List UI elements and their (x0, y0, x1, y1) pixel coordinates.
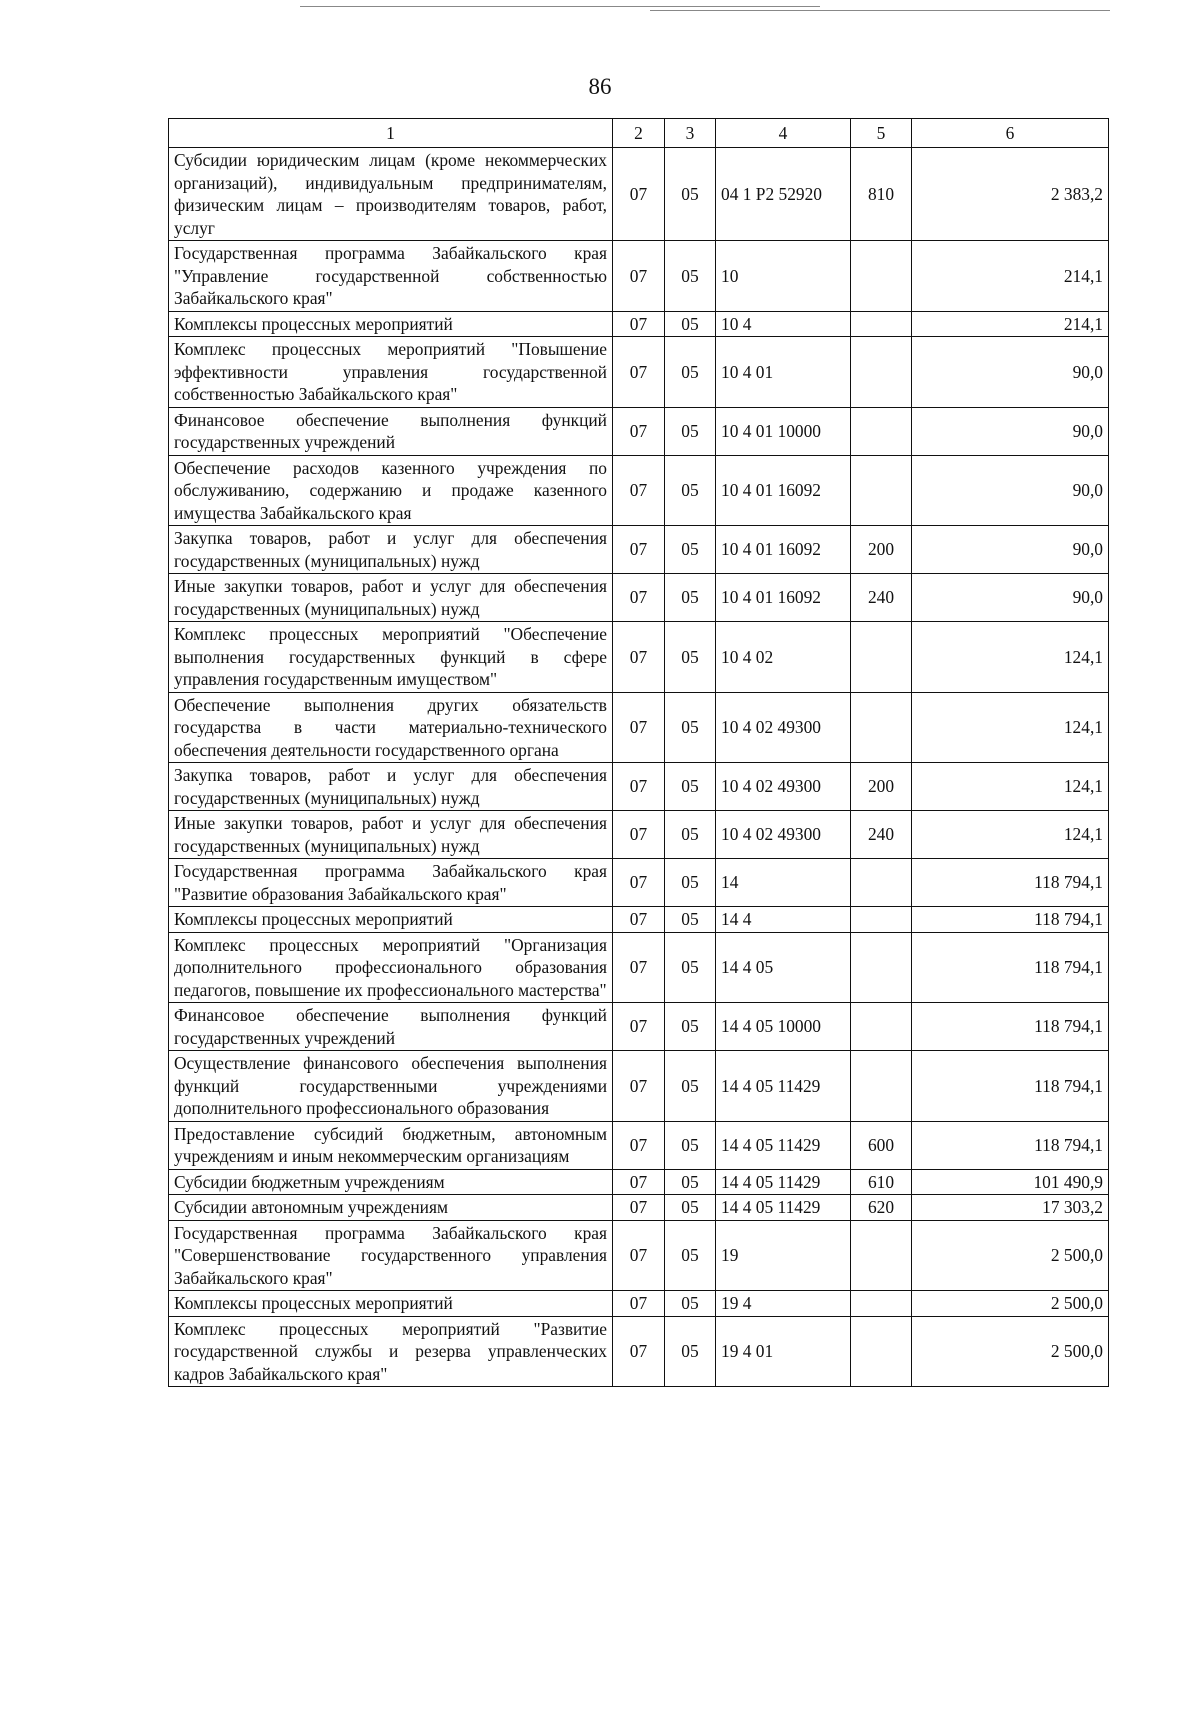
subsection-code-cell: 05 (665, 692, 716, 763)
expense-type-code-cell: 610 (851, 1169, 912, 1195)
expense-type-code-cell (851, 907, 912, 933)
amount-cell: 17 303,2 (912, 1195, 1109, 1221)
subsection-code-cell: 05 (665, 1220, 716, 1291)
item-name-cell: Комплекс процессных мероприятий "Повышение эффективности управления государственной собственностью Забайкальского края" (169, 337, 613, 408)
section-code-cell: 07 (613, 574, 665, 622)
table-row (169, 311, 1109, 337)
section-code-cell: 07 (613, 622, 665, 693)
subsection-code-cell: 05 (665, 526, 716, 574)
section-code-cell: 07 (613, 1003, 665, 1051)
amount-cell: 118 794,1 (912, 1121, 1109, 1169)
section-code-cell: 07 (613, 932, 665, 1003)
amount-cell: 90,0 (912, 574, 1109, 622)
target-item-code-cell: 10 4 01 16092 (716, 455, 851, 526)
item-name-cell: Комплекс процессных мероприятий "Обеспечение выполнения государственных функций в сфере управления государственным имуществом" (169, 622, 613, 693)
amount-cell: 2 500,0 (912, 1220, 1109, 1291)
target-item-code-cell: 14 4 05 10000 (716, 1003, 851, 1051)
amount-cell: 90,0 (912, 407, 1109, 455)
target-item-code-cell: 14 4 05 11429 (716, 1051, 851, 1122)
expense-type-code-cell (851, 1003, 912, 1051)
section-code-cell: 07 (613, 763, 665, 811)
target-item-code-cell: 14 4 05 11429 (716, 1169, 851, 1195)
section-code-cell: 07 (613, 337, 665, 408)
subsection-code-cell: 05 (665, 311, 716, 337)
section-code-cell: 07 (613, 1121, 665, 1169)
scan-edge-line (650, 10, 1110, 11)
item-name-cell: Осуществление финансового обеспечения выполнения функций государственными учреждениями дополнительного профессионального образования (169, 1051, 613, 1122)
subsection-code-cell: 05 (665, 574, 716, 622)
item-name-cell: Закупка товаров, работ и услуг для обеспечения государственных (муниципальных) нужд (169, 526, 613, 574)
table-row (169, 455, 1109, 526)
target-item-code-cell: 10 4 02 49300 (716, 692, 851, 763)
section-code-cell: 07 (613, 859, 665, 907)
section-code-cell: 07 (613, 407, 665, 455)
subsection-code-cell: 05 (665, 859, 716, 907)
subsection-code-cell: 05 (665, 622, 716, 693)
subsection-code-cell: 05 (665, 763, 716, 811)
table-row (169, 1291, 1109, 1317)
target-item-code-cell: 14 4 05 (716, 932, 851, 1003)
section-code-cell: 07 (613, 907, 665, 933)
subsection-code-cell: 05 (665, 1195, 716, 1221)
section-code-cell: 07 (613, 1051, 665, 1122)
section-code-cell: 07 (613, 1316, 665, 1387)
table-row (169, 932, 1109, 1003)
target-item-code-cell: 10 4 (716, 311, 851, 337)
table-row (169, 574, 1109, 622)
table-row (169, 1051, 1109, 1122)
subsection-code-cell: 05 (665, 337, 716, 408)
item-name-cell: Субсидии бюджетным учреждениям (169, 1169, 613, 1195)
table-body (169, 148, 1109, 1387)
section-code-cell: 07 (613, 1220, 665, 1291)
amount-cell: 90,0 (912, 526, 1109, 574)
expense-type-code-cell (851, 407, 912, 455)
target-item-code-cell: 19 (716, 1220, 851, 1291)
subsection-code-cell: 05 (665, 1291, 716, 1317)
section-code-cell: 07 (613, 1195, 665, 1221)
section-code-cell: 07 (613, 241, 665, 312)
expense-type-code-cell (851, 1051, 912, 1122)
expense-type-code-cell (851, 692, 912, 763)
section-code-cell: 07 (613, 526, 665, 574)
table-row (169, 337, 1109, 408)
subsection-code-cell: 05 (665, 407, 716, 455)
subsection-code-cell: 05 (665, 1169, 716, 1195)
expense-type-code-cell: 240 (851, 574, 912, 622)
item-name-cell: Государственная программа Забайкальского края "Совершенствование государственного управления Забайкальского края" (169, 1220, 613, 1291)
amount-cell: 214,1 (912, 311, 1109, 337)
table-row (169, 1220, 1109, 1291)
amount-cell: 124,1 (912, 622, 1109, 693)
target-item-code-cell: 14 4 05 11429 (716, 1121, 851, 1169)
table-row (169, 907, 1109, 933)
subsection-code-cell: 05 (665, 932, 716, 1003)
budget-table (168, 118, 1109, 1387)
section-code-cell: 07 (613, 148, 665, 241)
amount-cell: 2 500,0 (912, 1291, 1109, 1317)
expense-type-code-cell: 600 (851, 1121, 912, 1169)
item-name-cell: Иные закупки товаров, работ и услуг для обеспечения государственных (муниципальных) нужд (169, 574, 613, 622)
target-item-code-cell: 14 4 (716, 907, 851, 933)
amount-cell: 90,0 (912, 337, 1109, 408)
expense-type-code-cell (851, 1316, 912, 1387)
target-item-code-cell: 04 1 Р2 52920 (716, 148, 851, 241)
amount-cell: 90,0 (912, 455, 1109, 526)
item-name-cell: Комплексы процессных мероприятий (169, 907, 613, 933)
table-row (169, 811, 1109, 859)
subsection-code-cell: 05 (665, 1316, 716, 1387)
expense-type-code-cell: 200 (851, 763, 912, 811)
expense-type-code-cell (851, 859, 912, 907)
section-code-cell: 07 (613, 455, 665, 526)
target-item-code-cell: 14 (716, 859, 851, 907)
subsection-code-cell: 05 (665, 811, 716, 859)
item-name-cell: Комплекс процессных мероприятий "Организация дополнительного профессионального образования педагогов, повышение их профессионального мастерства" (169, 932, 613, 1003)
section-code-cell: 07 (613, 1291, 665, 1317)
section-code-cell: 07 (613, 311, 665, 337)
item-name-cell: Комплексы процессных мероприятий (169, 1291, 613, 1317)
subsection-code-cell: 05 (665, 1003, 716, 1051)
table-row (169, 241, 1109, 312)
subsection-code-cell: 05 (665, 907, 716, 933)
target-item-code-cell: 19 4 01 (716, 1316, 851, 1387)
amount-cell: 118 794,1 (912, 932, 1109, 1003)
section-code-cell: 07 (613, 811, 665, 859)
amount-cell: 118 794,1 (912, 1003, 1109, 1051)
item-name-cell: Обеспечение расходов казенного учреждения по обслуживанию, содержанию и продаже казенного имущества Забайкальского края (169, 455, 613, 526)
column-header: 1 (169, 119, 613, 148)
expense-type-code-cell: 240 (851, 811, 912, 859)
target-item-code-cell: 14 4 05 11429 (716, 1195, 851, 1221)
table-row (169, 859, 1109, 907)
target-item-code-cell: 10 4 02 49300 (716, 763, 851, 811)
amount-cell: 101 490,9 (912, 1169, 1109, 1195)
subsection-code-cell: 05 (665, 1121, 716, 1169)
table-row (169, 1316, 1109, 1387)
item-name-cell: Государственная программа Забайкальского края "Управление государственной собственностью Забайкальского края" (169, 241, 613, 312)
section-code-cell: 07 (613, 1169, 665, 1195)
expense-type-code-cell (851, 932, 912, 1003)
column-header: 5 (851, 119, 912, 148)
table-row (169, 407, 1109, 455)
expense-type-code-cell (851, 455, 912, 526)
column-header: 4 (716, 119, 851, 148)
subsection-code-cell: 05 (665, 241, 716, 312)
item-name-cell: Комплекс процессных мероприятий "Развитие государственной службы и резерва управленческих кадров Забайкальского края" (169, 1316, 613, 1387)
table-row (169, 622, 1109, 693)
table-row (169, 1121, 1109, 1169)
target-item-code-cell: 10 4 01 16092 (716, 526, 851, 574)
target-item-code-cell: 19 4 (716, 1291, 851, 1317)
table-row (169, 1003, 1109, 1051)
item-name-cell: Обеспечение выполнения других обязательств государства в части материально-технического обеспечения деятельности государственного органа (169, 692, 613, 763)
subsection-code-cell: 05 (665, 1051, 716, 1122)
table-row (169, 692, 1109, 763)
amount-cell: 2 383,2 (912, 148, 1109, 241)
amount-cell: 124,1 (912, 811, 1109, 859)
subsection-code-cell: 05 (665, 455, 716, 526)
target-item-code-cell: 10 4 02 49300 (716, 811, 851, 859)
item-name-cell: Финансовое обеспечение выполнения функций государственных учреждений (169, 1003, 613, 1051)
expense-type-code-cell: 200 (851, 526, 912, 574)
table-row (169, 1169, 1109, 1195)
subsection-code-cell: 05 (665, 148, 716, 241)
item-name-cell: Финансовое обеспечение выполнения функций государственных учреждений (169, 407, 613, 455)
target-item-code-cell: 10 4 02 (716, 622, 851, 693)
amount-cell: 118 794,1 (912, 907, 1109, 933)
expense-type-code-cell (851, 622, 912, 693)
table-row (169, 1195, 1109, 1221)
expense-type-code-cell: 620 (851, 1195, 912, 1221)
item-name-cell: Субсидии юридическим лицам (кроме некоммерческих организаций), индивидуальным предпринимателям, физическим лицам – производителям товаров, работ, услуг (169, 148, 613, 241)
item-name-cell: Закупка товаров, работ и услуг для обеспечения государственных (муниципальных) нужд (169, 763, 613, 811)
column-header: 3 (665, 119, 716, 148)
expense-type-code-cell (851, 241, 912, 312)
target-item-code-cell: 10 4 01 16092 (716, 574, 851, 622)
item-name-cell: Субсидии автономным учреждениям (169, 1195, 613, 1221)
page-number: 86 (588, 74, 612, 99)
expense-type-code-cell (851, 1220, 912, 1291)
column-header: 2 (613, 119, 665, 148)
amount-cell: 124,1 (912, 763, 1109, 811)
item-name-cell: Предоставление субсидий бюджетным, автономным учреждениям и иным некоммерческим организациям (169, 1121, 613, 1169)
amount-cell: 2 500,0 (912, 1316, 1109, 1387)
amount-cell: 124,1 (912, 692, 1109, 763)
item-name-cell: Иные закупки товаров, работ и услуг для обеспечения государственных (муниципальных) нужд (169, 811, 613, 859)
amount-cell: 118 794,1 (912, 1051, 1109, 1122)
target-item-code-cell: 10 4 01 10000 (716, 407, 851, 455)
table-header-row (169, 119, 1109, 148)
target-item-code-cell: 10 (716, 241, 851, 312)
amount-cell: 214,1 (912, 241, 1109, 312)
section-code-cell: 07 (613, 692, 665, 763)
amount-cell: 118 794,1 (912, 859, 1109, 907)
expense-type-code-cell (851, 311, 912, 337)
expense-type-code-cell (851, 1291, 912, 1317)
expense-type-code-cell: 810 (851, 148, 912, 241)
item-name-cell: Комплексы процессных мероприятий (169, 311, 613, 337)
item-name-cell: Государственная программа Забайкальского края "Развитие образования Забайкальского края" (169, 859, 613, 907)
expense-type-code-cell (851, 337, 912, 408)
column-header: 6 (912, 119, 1109, 148)
scan-edge-line (300, 6, 820, 7)
table-row (169, 526, 1109, 574)
target-item-code-cell: 10 4 01 (716, 337, 851, 408)
table-row (169, 763, 1109, 811)
table-row (169, 148, 1109, 241)
